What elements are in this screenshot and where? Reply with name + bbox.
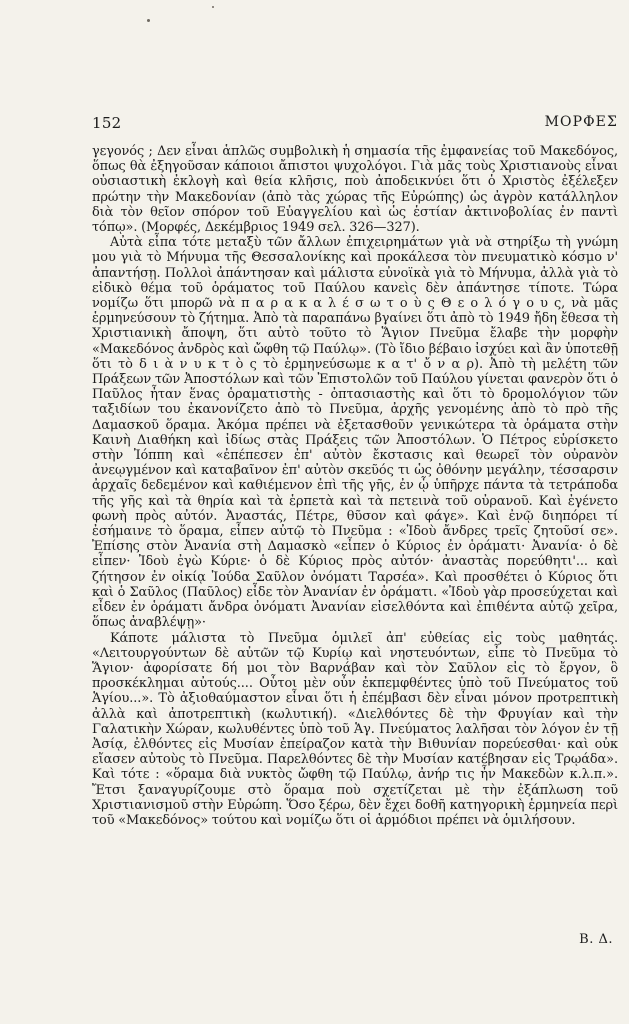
author-initials: Β. Δ.	[579, 932, 613, 947]
ink-speck	[212, 6, 214, 8]
article-body	[92, 144, 618, 828]
ink-speck	[147, 19, 150, 22]
paragraph-3: Κάποτε μάλιστα τὸ Πνεῦμα ὁμιλεῖ ἀπ' εὐθείας εἰς τοὺς μαθητάς. «Λειτουργούντων δὲ αὐτῶν τῷ Κυρίῳ καὶ νηστευόντων, εἶπε τὸ Πνεῦμα τὸ Ἅγιον· ἀφορίσατε δή μοι τὸν Βαρνάβαν καὶ τὸν Σαῦλον εἰς τὸ ἔργον, ὃ προσκέκλημαι αὐτούς.... Οὗτοι μὲν οὖν ἐκπεμφθέντες ὑπὸ τοῦ Πνεύματος τοῦ Ἁγίου...». Τὸ ἀξιοθαύμαστον εἶναι ὅτι ἡ ἐπέμβασι δὲν εἶναι μόνον προτρεπτικὴ ἀλλὰ καὶ ἀποτρεπτικὴ (κωλυτική). «Διελθόντες δὲ τὴν Φρυγίαν καὶ τὴν Γαλατικὴν Χώραν, κωλυθέντες ὑπὸ τοῦ Ἁγ. Πνεύματος λαλῆσαι τὸν λόγον ἐν τῇ Ἀσίᾳ, ἐλθόντες εἰς Μυσίαν ἐπείραζον κατὰ τὴν Βιθυνίαν πορεύεσθαι· καὶ οὐκ εἴασεν αὐτοὺς τὸ Πνεῦμα. Παρελθόντες δὲ τὴν Μυσίαν κατέβησαν εἰς Τρῳάδα». Καὶ τότε : «ὅραμα διὰ νυκτὸς ὤφθη τῷ Παύλῳ, ἀνήρ τις ἦν Μακεδὼν κ.λ.π.». Ἔτσι ξαναγυρίζουμε στὸ ὅραμα ποὺ σχετίζεται μὲ τὴν ἐξάπλωση τοῦ Χριστιανισμοῦ στὴν Εὐρώπη. Ὅσο ξέρω, δὲν ἔχει δοθῆ κατηγορικὴ ἑρμηνεία περὶ τοῦ «Μακεδόνος» τούτου καὶ νομίζω ὅτι οἱ ἁρμόδιοι πρέπει νὰ ὁμιλήσουν.	[92, 630, 618, 828]
paragraph-2: Αὐτὰ εἶπα τότε μεταξὺ τῶν ἄλλων ἐπιχειρημάτων γιὰ νὰ στηρίξω τὴ γνώμη μου γιὰ τὸ Μήνυμα τῆς Θεσσαλονίκης καὶ προκάλεσα τὸν πνευματικὸ κόσμο ν' ἀπαντήσῃ. Πολλοὶ ἀπάντησαν καὶ μάλιστα εὐνοϊκὰ γιὰ τὸ Μήνυμα, ἀλλὰ γιὰ τὸ εἰδικὸ θέμα τοῦ ὁράματος τοῦ Παύλου κανεὶς δὲν ἀπάντησε τίποτε. Τώρα νομίζω ὅτι μπορῶ νὰ π α ρ α κ α λ έ σ ω τ ο ὺ ς Θ ε ο λ ό γ ο υ ς, νὰ μᾶς ἑρμηνεύσουν τὸ ζήτημα. Ἀπὸ τὰ παραπάνω βγαίνει ὅτι ἀπὸ τὸ 1949 ἤδη ἔθεσα τὴ Χριστιανικὴ ἄποψη, ὅτι αὐτὸ τοῦτο τὸ Ἅγιον Πνεῦμα ἔλαβε τὴν μορφὴν «Μακεδόνος ἀνδρὸς καὶ ὤφθη τῷ Παύλῳ». (Τὸ ἴδιο βέβαιο ἰσχύει καὶ ἂν ὑποτεθῇ ὅτι τὸ δ ι ὰ ν υ κ τ ὸ ς τὸ ἑρμηνεύσωμε κ α τ' ὄ ν α ρ). Ἀπὸ τὴ μελέτη τῶν Πράξεων τῶν Ἀποστόλων καὶ τῶν Ἐπιστολῶν τοῦ Παύλου γίνεται φανερὸν ὅτι ὁ Παῦλος ἦταν ἕνας ὁραματιστὴς - ὀπτασιαστὴς καὶ ὅτι τὸ δρομολόγιον τῶν ταξιδίων του ἐκανονίζετο ἀπὸ τὸ Πνεῦμα, ἀρχῆς γενομένης ἀπὸ τὸ πρὸ τῆς Δαμασκοῦ ὅραμα. Ἀκόμα πρέπει νὰ ἐξετασθοῦν γενικώτερα τὰ ὁράματα στὴν Καινὴ Διαθήκη καὶ ἰδίως στὰς Πράξεις τῶν Ἀποστόλων. Ὁ Πέτρος εὑρίσκετο στὴν Ἰόππη καὶ «ἐπέπεσεν ἐπ' αὐτὸν ἔκστασις καὶ θεωρεῖ τὸν οὐρανὸν ἀνεῳγμένον καὶ καταβαῖνον ἐπ' αὐτὸν σκεῦός τι ὡς ὀθόνην μεγάλην, τέσσαρσιν ἀρχαῖς δεδεμένον καὶ καθιέμενον ἐπὶ τῆς γῆς, ἐν ᾧ ὑπῆρχε πάντα τὰ τετράποδα τῆς γῆς καὶ τὰ θηρία καὶ τὰ ἑρπετὰ καὶ τὰ πετεινὰ τοῦ οὐρανοῦ. Καὶ ἐγένετο φωνὴ πρὸς αὐτόν. Ἀναστάς, Πέτρε, θῦσον καὶ φάγε». Καὶ ἐνῷ διηπόρει τί ἐσήμαινε τὸ ὅραμα, εἶπεν αὐτῷ τὸ Πνεῦμα : «Ἰδοὺ ἄνδρες τρεῖς ζητοῦσί σε». Ἐπίσης στὸν Ἀνανία στὴ Δαμασκὸ «εἶπεν ὁ Κύριος ἐν ὁράματι· Ἀνανία· ὁ δὲ εἶπεν· Ἰδοὺ ἐγὼ Κύριε· ὁ δὲ Κύριος πρὸς αὐτόν· ἀναστὰς πορεύθητι'... καὶ ζήτησον ἐν οἰκίᾳ Ἰούδα Σαῦλον ὀνόματι Ταρσέα». Καὶ προσθέτει ὁ Κύριος ὅτι καὶ ὁ Σαῦλος (Παῦλος) εἶδε τὸν Ἀνανίαν ἐν ὁράματι. «Ἰδοὺ γὰρ προσεύχεται καὶ εἶδεν ἐν ὁράματι ἄνδρα ὀνόματι Ἀνανίαν εἰσελθόντα καὶ ἐπιθέντα αὐτῷ χεῖρα, ὅπως ἀναβλέψῃ»·	[92, 235, 618, 631]
page-header	[92, 114, 618, 134]
paragraph-1: γεγονός ; Δεν εἶναι ἁπλῶς συμβολικὴ ἡ σημασία τῆς ἐμφανείας τοῦ Μακεδόνος, ὅπως θὰ ἐξηγοῦσαν κάποιοι ἄπιστοι ψυχολόγοι. Γιὰ μᾶς τοὺς Χριστιανοὺς εἶναι οὐσιαστικὴ ἐκλογὴ καὶ θεία κλῆσις, ποὺ ἀποδεικνύει ὅτι ὁ Χριστὸς ἐξέλεξεν πρώτην τὴν Μακεδονίαν (ἀπὸ τὰς χώρας τῆς Εὐρώπης) ὡς ἀγρὸν κατάλληλον διὰ τὸν θεῖον σπόρον τοῦ Εὐαγγελίου καὶ ὡς ἑστίαν ἀκτινοβολίας ἐν παντὶ τόπῳ». (Μορφές, Δεκέμβριος 1949 σελ. 326—327).	[92, 144, 618, 236]
running-title: ΜΟΡΦΕΣ	[544, 114, 618, 130]
page-number: 152	[92, 114, 122, 132]
